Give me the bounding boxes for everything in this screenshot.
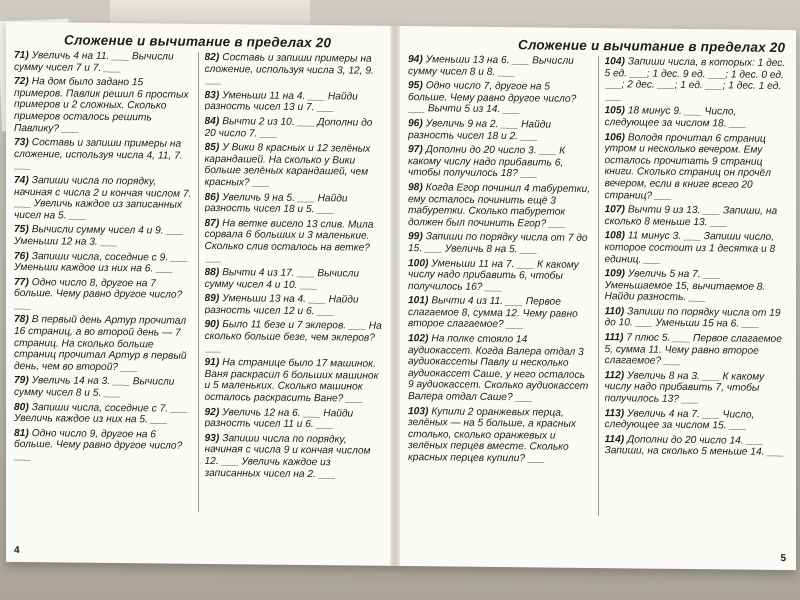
task-text: Дополни до 20 число 3. ___ К какому числу надо прибавить 6, чтобы получилось 18? ___ bbox=[408, 144, 566, 180]
task-number: 96) bbox=[408, 118, 423, 130]
task-text: Запиши числа, в которых: 1 дес. 5 ед. ___; 1 дес. 9 ед. ___; 1 дес. 0 ед. ___; 2 дес. ___; 1 ед. ___; 1 дес. 1 ед. ___ bbox=[604, 56, 786, 103]
task-text: Вычти 9 из 13. ___ Запиши, на сколько 8 меньше 13. ___ bbox=[604, 204, 778, 229]
task-text: Увеличь 4 на 11. ___ Вычисли сумму чисел 7 и 7. ___ bbox=[14, 50, 174, 74]
task-item bbox=[14, 314, 192, 374]
task-text: Одно число 7, другое на 5 больше. Чему равно другое число? ___ Вычти 5 из 14. ___ bbox=[408, 80, 577, 116]
task-number: 113) bbox=[604, 407, 625, 419]
task-text: Володя прочитал 6 страниц утром и несколько вечером. Ему осталось прочитать 9 страниц книги. Сколько страниц он прочёл вечером, если в книге всего 20 страниц? ___ bbox=[604, 131, 771, 202]
task-item bbox=[605, 230, 789, 267]
task-item bbox=[14, 137, 192, 174]
task-item bbox=[605, 370, 789, 407]
task-number: 98) bbox=[408, 182, 423, 194]
task-number: 97) bbox=[408, 144, 423, 156]
left-page bbox=[6, 22, 390, 566]
task-number: 102) bbox=[408, 333, 429, 345]
right-page-col-1 bbox=[408, 54, 599, 516]
task-number: 78) bbox=[14, 314, 29, 326]
task-item bbox=[205, 267, 383, 292]
task-text: Дополни до 20 число 14. ___ Запиши, на сколько 5 меньше 14. ___ bbox=[604, 434, 785, 459]
task-text: Купили 2 оранжевых перца, зелёных — на 5 больше, а красных столько, сколько оранжевых и зелёных перцев вместе. Сколько красных перцев купили? ___ bbox=[408, 405, 576, 465]
task-text: Уменьши 13 на 6. ___ Вычисли сумму чисел 8 и 8. ___ bbox=[408, 54, 574, 78]
task-text: На дом было задано 15 примеров. Павлик решил 6 простых примеров и 2 сложных. Сколько примеров осталось решить Павлику? ___ bbox=[14, 76, 189, 135]
task-item bbox=[14, 50, 192, 75]
task-number: 92) bbox=[204, 406, 220, 418]
task-text: Запиши по порядку числа от 7 до 15. ___ Увеличь 8 на 5. ___ bbox=[408, 231, 588, 256]
task-item bbox=[14, 375, 192, 400]
task-item bbox=[605, 408, 789, 433]
task-text: Увеличь 9 на 5. ___ Найди разность чисел 18 и 5. ___ bbox=[204, 191, 348, 216]
right-page-col-2 bbox=[605, 56, 789, 518]
task-number: 74) bbox=[14, 174, 29, 187]
task-text: Увеличь 4 на 7. ___ Число, следующее за числом 15. ___ bbox=[604, 407, 755, 432]
task-item bbox=[205, 142, 383, 190]
task-number: 80) bbox=[14, 401, 29, 413]
task-item bbox=[205, 52, 383, 89]
task-number: 106) bbox=[604, 131, 625, 143]
task-item bbox=[408, 118, 592, 143]
task-number: 110) bbox=[604, 306, 625, 318]
task-number: 85) bbox=[204, 142, 220, 154]
task-text: Составь и запиши примеры на сложение, используя числа 3, 12, 9. ___ bbox=[204, 52, 374, 87]
task-number: 89) bbox=[204, 293, 220, 305]
task-text: На полке стояло 14 аудиокассет. Когда Валера отдал 3 аудиокассеты Павлу и несколько аудиокассет Саше, у него осталось 9 аудиокассет. Сколько аудиокассет Валера отдал Саше? ___ bbox=[408, 333, 589, 404]
task-text: В первый день Артур прочитал 16 страниц, а во второй день — 7 страниц. На сколько больше страниц прочитал Артур в первый день, чем во второй? ___ bbox=[14, 314, 187, 374]
task-item bbox=[205, 319, 383, 356]
task-number: 100) bbox=[408, 257, 429, 269]
left-page-col-2 bbox=[205, 52, 383, 514]
task-number: 107) bbox=[604, 204, 625, 216]
task-item bbox=[408, 258, 592, 295]
task-item bbox=[605, 434, 789, 459]
task-number: 76) bbox=[14, 250, 29, 262]
task-text: Вычти 2 из 10. ___ Дополни до 20 число 7. ___ bbox=[204, 116, 373, 140]
task-text: На странице было 17 машинок. Ваня раскрасил 6 больших машинок и 5 маленьких. Сколько машинок осталось раскрасить Ване? ___ bbox=[204, 357, 379, 405]
left-page-col-1 bbox=[14, 50, 199, 512]
task-number: 79) bbox=[14, 375, 29, 387]
task-text: 11 минус 3. ___ Запиши число, которое состоит из 1 десятка и 8 единиц. ___ bbox=[604, 230, 776, 266]
task-item bbox=[408, 231, 592, 256]
task-number: 72) bbox=[14, 76, 29, 88]
task-number: 105) bbox=[604, 105, 625, 117]
task-text: Увеличь 5 на 7. ___ Уменьшаемое 15, вычитаемое 8. Найди разность. ___ bbox=[604, 268, 766, 304]
task-item bbox=[205, 293, 383, 318]
task-number: 91) bbox=[204, 357, 220, 369]
task-item bbox=[14, 250, 192, 275]
task-item bbox=[408, 295, 592, 332]
task-text: Одно число 8, другое на 7 больше. Чему равно другое число? ___ bbox=[14, 276, 183, 312]
task-text: Когда Егор починил 4 табуретки, ему осталось починить ещё 3 табуретки. Сколько табуреток должен был починить Егор? ___ bbox=[408, 182, 591, 230]
task-item bbox=[205, 90, 383, 115]
page-title: Сложение и вычитание в пределах 20 bbox=[64, 32, 332, 51]
task-text: Увеличь 9 на 2. ___ Найди разность чисел 18 и 2. ___ bbox=[408, 118, 552, 142]
task-number: 95) bbox=[408, 80, 423, 92]
task-item bbox=[408, 182, 592, 230]
task-text: Запиши числа по порядку, начиная с числа 9 и кончая числом 12. ___ Увеличь каждое из записанных чисел на 2. ___ bbox=[204, 432, 371, 480]
task-item bbox=[605, 332, 789, 369]
task-number: 87) bbox=[204, 217, 220, 229]
task-text: Увеличь 8 на 3. ___ К какому числу надо прибавить 7, чтобы получилось 13? ___ bbox=[604, 370, 765, 406]
task-number: 84) bbox=[204, 115, 220, 128]
task-number: 81) bbox=[14, 427, 29, 439]
task-text: У Вики 8 красных и 12 зелёных карандашей. На сколько у Вики больше зелёных карандашей, чем красных? ___ bbox=[204, 142, 371, 189]
right-page-columns bbox=[408, 54, 788, 518]
task-item bbox=[14, 76, 192, 136]
task-text: 18 минус 9. ___ Число, следующее за числом 18. ___ bbox=[604, 105, 747, 130]
task-number: 103) bbox=[408, 405, 429, 417]
page-number: 4 bbox=[14, 544, 20, 557]
task-text: Составь и запиши примеры на сложение, используя числа 4, 11, 7. ___ bbox=[14, 137, 183, 172]
task-text: 7 плюс 5. ___ Первое слагаемое 5, сумма 11. Чему равно второе слагаемое? ___ bbox=[604, 332, 782, 368]
task-text: Было 11 безе и 7 эклеров. ___ На сколько больше безе, чем эклеров? ___ bbox=[204, 319, 382, 354]
page-title: Сложение и вычитание в пределах 20 bbox=[518, 37, 786, 56]
right-page bbox=[400, 26, 796, 570]
task-number: 77) bbox=[14, 276, 29, 288]
task-item bbox=[14, 277, 192, 314]
task-number: 111) bbox=[604, 332, 624, 344]
task-item bbox=[408, 333, 592, 404]
task-number: 88) bbox=[204, 267, 220, 279]
task-text: Запиши числа, соседние с 9. ___ Уменьши каждое из них на 6. ___ bbox=[14, 250, 188, 275]
task-number: 90) bbox=[204, 319, 220, 331]
task-number: 93) bbox=[204, 432, 220, 444]
task-number: 75) bbox=[14, 224, 29, 236]
task-text: Увеличь 12 на 6. ___ Найди разность чисел 11 и 6. ___ bbox=[204, 406, 354, 431]
task-text: Вычисли сумму чисел 4 и 9. ___ Уменьши 12 на 3. ___ bbox=[14, 224, 184, 248]
task-number: 104) bbox=[604, 56, 625, 68]
task-item bbox=[605, 132, 789, 203]
task-number: 82) bbox=[204, 51, 220, 64]
task-number: 101) bbox=[408, 295, 429, 307]
task-text: Уменьши 13 на 4. ___ Найди разность чисел 12 и 6. ___ bbox=[204, 293, 359, 318]
task-item bbox=[408, 144, 592, 181]
open-workbook bbox=[6, 22, 796, 570]
task-item bbox=[205, 433, 383, 481]
task-text: Запиши числа по порядку, начиная с числа 2 и кончая числом 7. ___ Увеличь каждое из записанных чисел на 5. ___ bbox=[14, 175, 192, 222]
task-number: 99) bbox=[408, 231, 423, 243]
task-item bbox=[14, 428, 192, 465]
task-number: 112) bbox=[604, 369, 625, 382]
task-item bbox=[205, 357, 383, 405]
task-number: 108) bbox=[604, 230, 625, 242]
task-item bbox=[14, 224, 192, 249]
task-number: 109) bbox=[604, 268, 625, 280]
task-item bbox=[605, 56, 789, 104]
task-text: Запиши числа, соседние с 7. ___ Увеличь каждое из них на 5. ___ bbox=[14, 401, 188, 426]
task-text: На ветке висело 13 слив. Мила сорвала 6 больших и 3 маленькие. Сколько слив осталось на ветке? ___ bbox=[204, 217, 374, 264]
task-item bbox=[408, 80, 592, 117]
task-text: Запиши по порядку числа от 19 до 10. ___ Уменьши 15 на 6. ___ bbox=[604, 306, 781, 331]
task-text: Вычти 4 из 17. ___ Вычисли сумму чисел 4 и 10. ___ bbox=[204, 267, 360, 291]
task-text: Уменьши 11 на 7. ___ К какому числу надо прибавить 6, чтобы получилось 16? ___ bbox=[408, 257, 579, 293]
task-item bbox=[408, 406, 592, 466]
task-item bbox=[14, 402, 192, 427]
task-text: Вычти 4 из 11. ___ Первое слагаемое 8, сумма 12. Чему равно второе слагаемое? ___ bbox=[408, 295, 578, 331]
left-page-columns bbox=[14, 50, 382, 514]
task-text: Одно число 9, другое на 6 больше. Чему равно другое число? ___ bbox=[14, 427, 183, 463]
task-text: Уменьши 11 на 4. ___ Найди разность чисел 13 и 7. ___ bbox=[204, 89, 358, 114]
task-number: 114) bbox=[604, 433, 625, 446]
page-number: 5 bbox=[780, 552, 786, 565]
task-item bbox=[14, 175, 192, 223]
task-item bbox=[205, 218, 383, 266]
task-item bbox=[408, 54, 592, 79]
task-number: 94) bbox=[408, 54, 423, 66]
task-item bbox=[205, 191, 383, 216]
task-number: 71) bbox=[14, 49, 29, 62]
task-number: 83) bbox=[204, 89, 220, 101]
task-item bbox=[605, 204, 789, 229]
book-spine bbox=[390, 26, 400, 566]
task-item bbox=[205, 407, 383, 432]
task-item bbox=[605, 268, 789, 305]
task-item bbox=[605, 306, 789, 331]
task-item bbox=[205, 116, 383, 141]
task-number: 73) bbox=[14, 137, 29, 149]
task-text: Увеличь 14 на 3. ___ Вычисли сумму чисел 8 и 5. ___ bbox=[14, 375, 175, 400]
task-number: 86) bbox=[204, 191, 220, 203]
task-item bbox=[605, 106, 789, 131]
